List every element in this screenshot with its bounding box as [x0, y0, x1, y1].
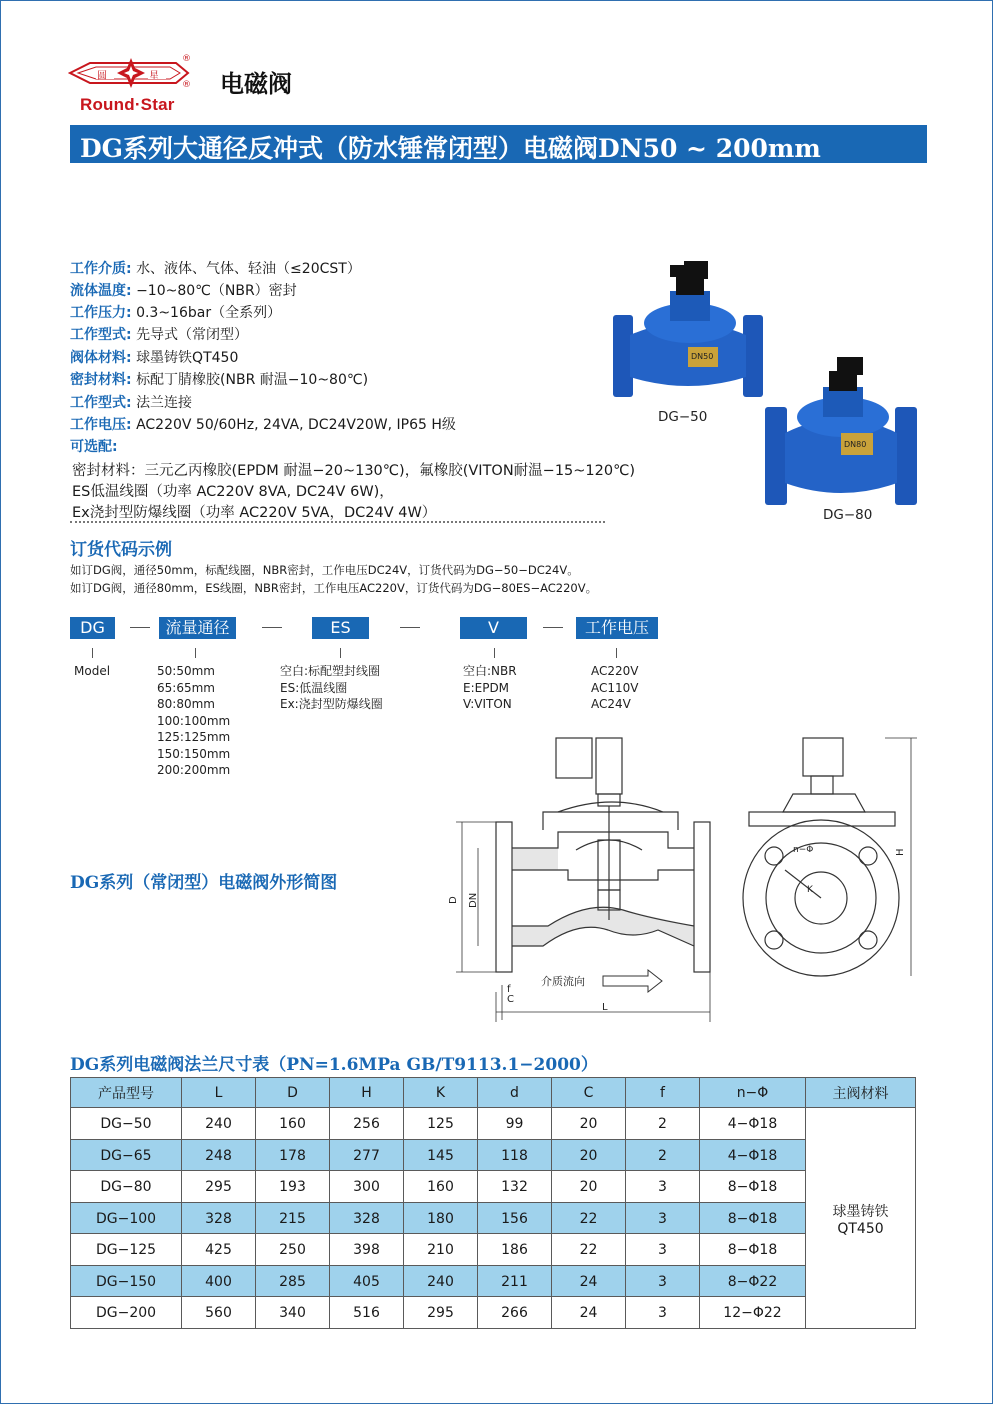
spec-key: 流体温度:	[70, 283, 132, 299]
table-cell: 193	[256, 1171, 330, 1203]
valve-nameplate-text: DN80	[844, 440, 867, 449]
dim-label-h: H	[895, 848, 906, 856]
table-cell: 215	[256, 1202, 330, 1234]
code-box-coil: ES	[312, 617, 369, 639]
table-cell: 328	[330, 1202, 404, 1234]
table-cell: 8−Φ18	[700, 1202, 806, 1234]
spec-value: −10~80℃（NBR）密封	[136, 283, 297, 299]
option-line: 密封材料：三元乙丙橡胶(EPDM 耐温−20~130℃)，氟橡胶(VITON耐温−15~120℃)	[72, 463, 636, 479]
spec-key: 阀体材料:	[70, 350, 132, 366]
seal-options: 空白:NBR E:EPDM V:VITON	[463, 664, 517, 711]
spec-value: AC220V 50/60Hz, 24VA, DC24V20W, IP65 H级	[136, 417, 456, 433]
table-cell: 24	[552, 1297, 626, 1329]
order-code-title: 订货代码示例	[70, 540, 172, 560]
code-dash	[130, 627, 150, 628]
table-cell: 2	[626, 1108, 700, 1140]
code-dash	[543, 627, 563, 628]
table-cell: 328	[182, 1202, 256, 1234]
table-title: DG系列电磁阀法兰尺寸表（PN=1.6MPa GB/T9113.1−2000）	[70, 1055, 598, 1075]
product-label-dg50: DG−50	[658, 409, 708, 425]
registered-mark: ®	[182, 54, 191, 64]
table-cell: 4−Φ18	[700, 1108, 806, 1140]
code-dash	[400, 627, 420, 628]
spec-row	[70, 369, 368, 389]
spec-key: 工作型式:	[70, 327, 132, 343]
spec-row	[70, 436, 118, 456]
flange-dimension-table	[70, 1077, 916, 1329]
table-cell: 22	[552, 1234, 626, 1266]
table-cell: 20	[552, 1108, 626, 1140]
spec-value: 标配丁腈橡胶(NBR 耐温−10~80℃)	[136, 372, 369, 388]
spec-row	[70, 324, 248, 344]
spec-value: 先导式（常闭型）	[136, 327, 249, 343]
code-tick	[92, 648, 93, 658]
table-header: D	[256, 1078, 330, 1108]
spec-row	[70, 258, 361, 278]
spec-value: 球墨铸铁QT450	[136, 350, 239, 366]
table-cell: 211	[478, 1265, 552, 1297]
table-row	[71, 1108, 916, 1140]
spec-value: 法兰连接	[136, 395, 193, 411]
table-header: d	[478, 1078, 552, 1108]
coil-options: 空白:标配塑封线圈 ES:低温线圈 Ex:浇封型防爆线圈	[280, 664, 383, 711]
spec-row	[70, 302, 281, 322]
table-cell: 99	[478, 1108, 552, 1140]
table-cell: 160	[404, 1171, 478, 1203]
banner-title: DG系列大通径反冲式（防水锤常闭型）电磁阀DN50 ~ 200mm	[80, 134, 821, 163]
table-cell: DG−200	[71, 1297, 182, 1329]
material-cell: 球墨铸铁 QT450	[806, 1108, 916, 1329]
table-cell: 3	[626, 1265, 700, 1297]
table-cell: 340	[256, 1297, 330, 1329]
table-header-row	[71, 1078, 916, 1108]
table-cell: 3	[626, 1297, 700, 1329]
valve-illustration-dg80	[763, 355, 923, 510]
table-cell: 118	[478, 1139, 552, 1171]
code-box-voltage: 工作电压	[576, 617, 658, 639]
table-cell: 250	[256, 1234, 330, 1266]
table-cell: 12−Φ22	[700, 1297, 806, 1329]
round-star-logo	[68, 55, 193, 97]
table-cell: 560	[182, 1297, 256, 1329]
table-cell: 178	[256, 1139, 330, 1171]
table-header: n−Φ	[700, 1078, 806, 1108]
order-example: 如订DG阀，通径50mm，标配线圈，NBR密封，工作电压DC24V，订货代码为DG−50−DC24V。	[70, 563, 579, 577]
spec-value: 水、液体、气体、轻油（≤20CST）	[136, 261, 361, 277]
table-header: 产品型号	[71, 1078, 182, 1108]
code-tick	[494, 648, 495, 658]
code-tick	[195, 648, 196, 658]
table-cell: 156	[478, 1202, 552, 1234]
code-tick	[340, 648, 341, 658]
table-cell: 20	[552, 1139, 626, 1171]
table-header: f	[626, 1078, 700, 1108]
table-cell: 266	[478, 1297, 552, 1329]
table-header: L	[182, 1078, 256, 1108]
spec-value: 0.3~16bar（全系列）	[136, 305, 282, 321]
table-cell: 300	[330, 1171, 404, 1203]
table-cell: 3	[626, 1202, 700, 1234]
spec-key: 工作压力:	[70, 305, 132, 321]
table-cell: 3	[626, 1171, 700, 1203]
table-cell: 398	[330, 1234, 404, 1266]
option-line: Ex浇封型防爆线圈（功率 AC220V 5VA，DC24V 4W）	[72, 505, 437, 521]
dim-label-n-phi: n−Φ	[793, 845, 814, 855]
table-cell: DG−50	[71, 1108, 182, 1140]
table-cell: 285	[256, 1265, 330, 1297]
table-cell: 240	[182, 1108, 256, 1140]
code-box-diameter: 流量通径	[159, 617, 236, 639]
diameter-options: 50:50mm 65:65mm 80:80mm 100:100mm 125:125mm 150:150mm 200:200mm	[157, 664, 231, 777]
table-row	[71, 1265, 916, 1297]
dim-label-l: L	[602, 1002, 608, 1013]
dotted-divider	[70, 521, 605, 523]
dim-label-d: D	[448, 896, 459, 904]
table-row	[71, 1202, 916, 1234]
table-cell: 24	[552, 1265, 626, 1297]
table-cell: 22	[552, 1202, 626, 1234]
table-cell: DG−100	[71, 1202, 182, 1234]
spec-key: 可选配:	[70, 439, 118, 455]
table-cell: 516	[330, 1297, 404, 1329]
table-cell: 2	[626, 1139, 700, 1171]
table-header: C	[552, 1078, 626, 1108]
logo-char-left: 圆	[97, 71, 107, 82]
table-row	[71, 1139, 916, 1171]
table-cell: DG−65	[71, 1139, 182, 1171]
table-cell: 160	[256, 1108, 330, 1140]
model-label: Model	[74, 664, 111, 678]
dim-label-dn: DN	[468, 892, 479, 908]
table-cell: 210	[404, 1234, 478, 1266]
table-cell: 256	[330, 1108, 404, 1140]
code-tick	[616, 648, 617, 658]
valve-nameplate-text: DN50	[691, 352, 714, 361]
registered-mark-2: ®	[182, 80, 191, 90]
order-example: 如订DG阀，通径80mm，ES线圈，NBR密封，工作电压AC220V，订货代码为DG−80ES−AC220V。	[70, 581, 598, 595]
table-cell: 125	[404, 1108, 478, 1140]
table-cell: 248	[182, 1139, 256, 1171]
table-cell: 186	[478, 1234, 552, 1266]
product-name: 电磁阀	[220, 70, 292, 98]
logo-name: Round·Star	[80, 95, 175, 114]
table-cell: 3	[626, 1234, 700, 1266]
spec-key: 工作型式:	[70, 395, 132, 411]
table-cell: 180	[404, 1202, 478, 1234]
valve-section-drawing	[448, 730, 738, 1025]
table-cell: 20	[552, 1171, 626, 1203]
table-header: H	[330, 1078, 404, 1108]
table-cell: 277	[330, 1139, 404, 1171]
table-cell: 8−Φ18	[700, 1234, 806, 1266]
table-cell: 4−Φ18	[700, 1139, 806, 1171]
code-box-dg: DG	[70, 617, 115, 639]
valve-illustration-dg50	[608, 255, 768, 405]
spec-row	[70, 392, 192, 412]
spec-key: 密封材料:	[70, 372, 132, 388]
table-row	[71, 1234, 916, 1266]
table-row	[71, 1171, 916, 1203]
table-cell: 295	[404, 1297, 478, 1329]
table-cell: 132	[478, 1171, 552, 1203]
code-box-seal: V	[460, 617, 527, 639]
table-cell: 8−Φ22	[700, 1265, 806, 1297]
table-header: 主阀材料	[806, 1078, 916, 1108]
spec-key: 工作电压:	[70, 417, 132, 433]
table-cell: 145	[404, 1139, 478, 1171]
flow-label: 介质流向	[541, 975, 585, 988]
spec-row	[70, 414, 456, 434]
dim-label-f: f	[507, 984, 511, 995]
code-dash	[262, 627, 282, 628]
table-cell: DG−80	[71, 1171, 182, 1203]
logo-char-right: 星	[149, 71, 159, 82]
table-cell: DG−150	[71, 1265, 182, 1297]
voltage-options: AC220V AC110V AC24V	[591, 664, 639, 711]
table-cell: 295	[182, 1171, 256, 1203]
product-label-dg80: DG−80	[823, 507, 873, 523]
table-cell: 8−Φ18	[700, 1171, 806, 1203]
spec-row	[70, 280, 297, 300]
spec-row	[70, 347, 238, 367]
table-cell: 400	[182, 1265, 256, 1297]
dim-label-c: C	[507, 994, 514, 1005]
table-cell: DG−125	[71, 1234, 182, 1266]
table-row	[71, 1297, 916, 1329]
table-cell: 240	[404, 1265, 478, 1297]
table-cell: 425	[182, 1234, 256, 1266]
drawing-title: DG系列（常闭型）电磁阀外形简图	[70, 873, 338, 893]
dim-label-k: K	[807, 885, 813, 895]
table-cell: 405	[330, 1265, 404, 1297]
table-header: K	[404, 1078, 478, 1108]
option-line: ES低温线圈（功率 AC220V 8VA, DC24V 6W)，	[72, 484, 394, 500]
spec-key: 工作介质:	[70, 261, 132, 277]
valve-end-view-drawing	[735, 730, 920, 980]
